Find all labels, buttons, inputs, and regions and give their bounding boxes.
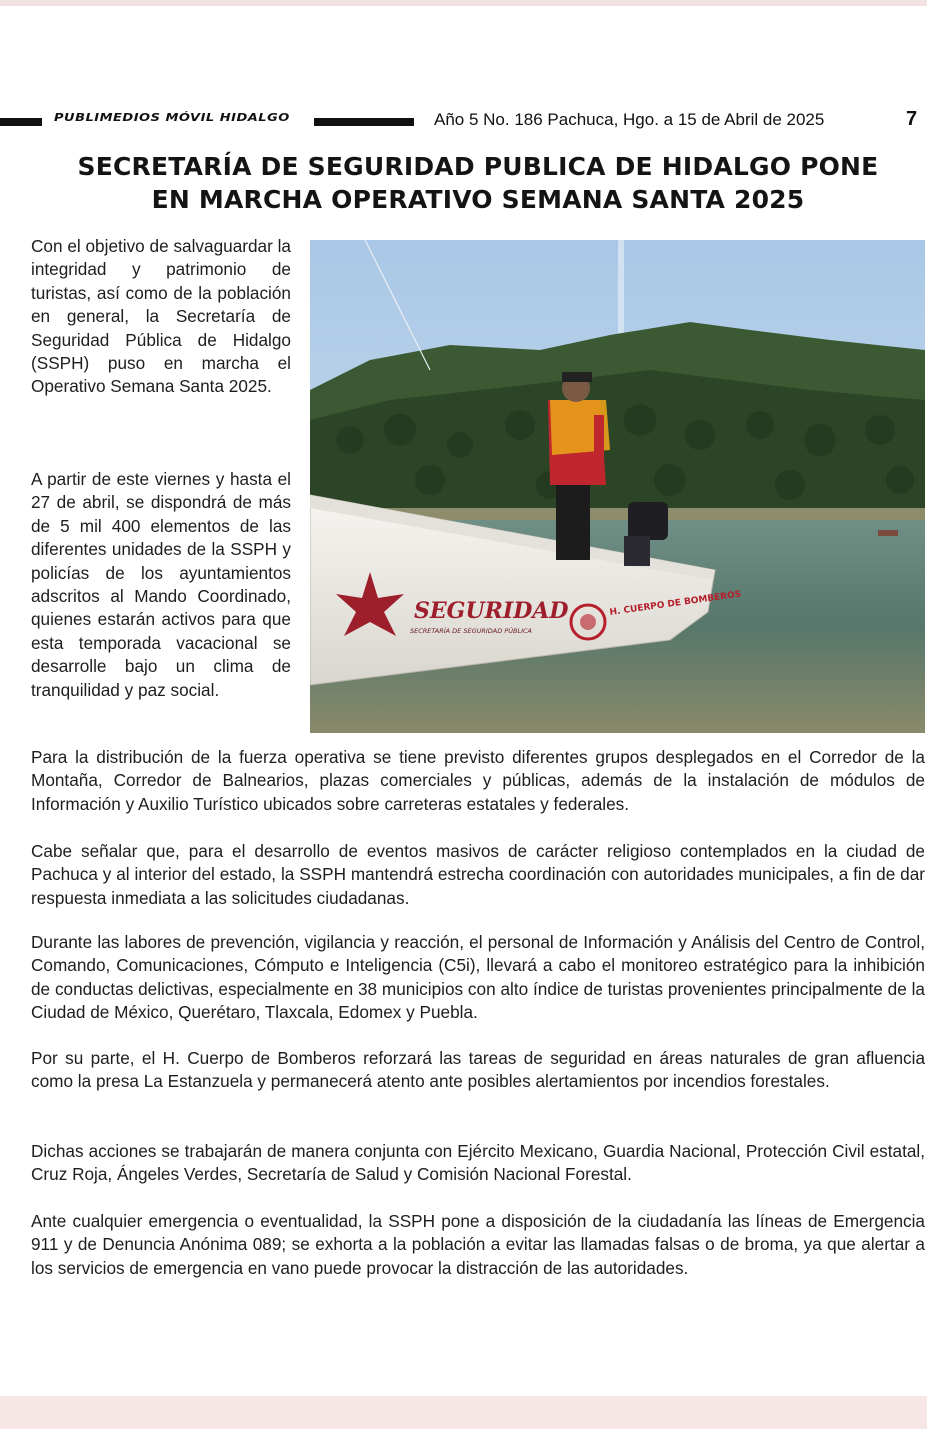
boat-lake-illustration (310, 240, 925, 733)
distant-boat (878, 530, 898, 536)
headline-line-1: SECRETARÍA DE SEGURIDAD PUBLICA DE HIDALGO PONE (77, 152, 879, 181)
paragraph-5: Durante las labores de prevención, vigilancia y reacción, el personal de Información y Análisis del Centro de Control, Comando, Comunicaciones, Cómputo e Inteligencia (C5i), llevará a cabo el monitoreo estratégico para la inhibición de conductas delictivas, especialmente en 38 municipios con alto índice de turistas provenientes principalmente de la Ciudad de México, Querétaro, Tlaxcala, Edomex y Puebla. (31, 932, 925, 1023)
article-photo (310, 240, 925, 733)
paragraph-1: Con el objetivo de salvaguardar la integridad y patrimonio de turistas, así como de la población en general, la Secretaría de Seguridad Pública de Hidalgo (SSPH) puso en marcha el Operativo Semana Santa 2025. (31, 236, 291, 397)
paragraph-7: Dichas acciones se trabajarán de manera conjunta con Ejército Mexicano, Guardia Nacional, Protección Civil estatal, Cruz Roja, Ángeles Verdes, Secretaría de Salud y Comisión Nacional Forestal. (31, 1141, 925, 1185)
paragraph-4: Cabe señalar que, para el desarrollo de eventos masivos de carácter religioso contemplados en la ciudad de Pachuca y al interior del estado, la SSPH mantendrá estrecha coordinación con autoridades municipales, a fin de dar respuesta inmediata a las solicitudes ciudadanas. (31, 841, 925, 908)
paragraph-6: Por su parte, el H. Cuerpo de Bomberos reforzará las tareas de seguridad en áreas naturales de gran afluencia como la presa La Estanzuela y permanecerá atento ante posibles alertamientos por incendios forestales. (31, 1048, 925, 1092)
boat-subtext: SECRETARÍA DE SEGURIDAD PÚBLICA (410, 627, 532, 635)
header-rule-middle (314, 118, 414, 126)
issue-line: Año 5 No. 186 Pachuca, Hgo. a 15 de Abril de 2025 (434, 110, 825, 129)
page-number: 7 (906, 108, 918, 130)
bottom-background-strip (0, 1396, 927, 1429)
headline-line-2: EN MARCHA OPERATIVO SEMANA SANTA 2025 (151, 185, 805, 214)
publication-name: PUBLIMEDIOS MÓVIL HIDALGO (54, 112, 290, 124)
boat-text: SEGURIDAD (414, 598, 569, 624)
paragraph-3: Para la distribución de la fuerza operativa se tiene previsto diferentes grupos desplegados en el Corredor de la Montaña, Corredor de Balnearios, plazas comerciales y públicas, además de la instalación de módulos de Información y Auxilio Turístico ubicados sobre carreteras estatales y federales. (31, 747, 925, 814)
paragraph-2: A partir de este viernes y hasta el 27 de abril, se dispondrá de más de 5 mil 400 elementos de las diferentes unidades de la SSPH y policías de los ayuntamientos adscritos al Mando Coordinado, quienes estarán activos para que esta temporada vacacional se desarrolle bajo un clima de tranquilidad y paz social. (31, 469, 291, 700)
header-rule-left (0, 118, 42, 126)
boat-side-text: H. CUERPO DE BOMBEROS (609, 589, 742, 618)
headline (40, 150, 916, 216)
paragraph-8: Ante cualquier emergencia o eventualidad, la SSPH pone a disposición de la ciudadanía las líneas de Emergencia 911 y de Denuncia Anónima 089; se exhorta a la población a evitar las llamadas falsas o de broma, ya que alertar a los servicios de emergencia en vano puede provocar la distracción de las autoridades. (31, 1211, 925, 1278)
